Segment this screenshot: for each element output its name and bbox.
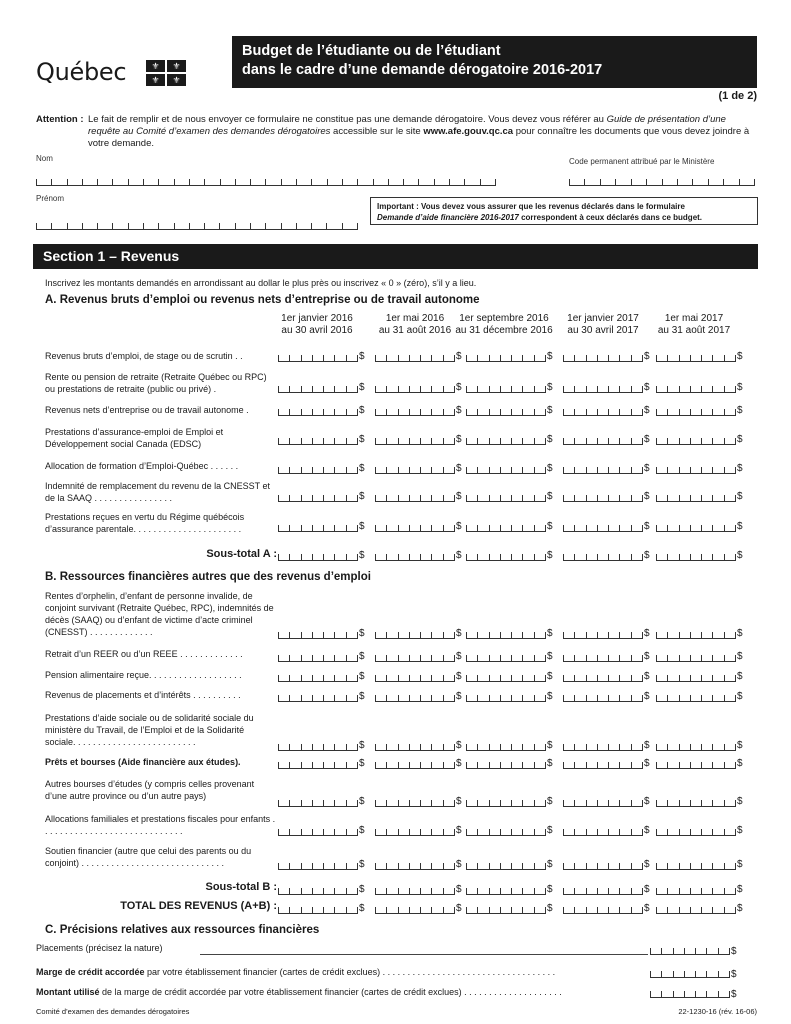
partA-amount-input[interactable] xyxy=(278,433,358,445)
partA-amount-input[interactable] xyxy=(466,433,546,445)
prenom-label: Prénom xyxy=(36,194,65,203)
partC-amount-input[interactable] xyxy=(650,943,730,955)
attention-text: Le fait de remplir et de nous envoyer ce formulaire ne constitue pas une demande dérogatoire. Vous devez vous référer au Guide de présentation d’une requête au Comité d’examen des demandes dérogatoires accessible sur le site www.afe.gouv.qc.ca pour connaître les documents que vous devez joindre à votre demande. xyxy=(88,114,750,149)
dollar-sign: $ xyxy=(359,825,365,836)
dollar-sign: $ xyxy=(547,651,553,662)
partB-amount-input[interactable] xyxy=(375,883,455,895)
partB-amount-input[interactable] xyxy=(278,739,358,751)
partB-amount-input[interactable] xyxy=(375,795,455,807)
partA-amount-input[interactable] xyxy=(466,549,546,561)
footer-right: 22-1230-16 (rév. 16-06) xyxy=(678,1007,757,1016)
partB-amount-input[interactable] xyxy=(278,627,358,639)
partB-amount-input[interactable] xyxy=(466,902,546,914)
dollar-sign: $ xyxy=(644,434,650,445)
partB-amount-input[interactable] xyxy=(656,650,736,662)
dollar-sign: $ xyxy=(644,825,650,836)
partB-row-label: Revenus de placements et d’intérêts . . . . . . . . . . xyxy=(45,690,241,700)
quebec-flag-icon: ⚜ ⚜ ⚜ ⚜ xyxy=(146,60,186,86)
partA-row-label: Prestations reçues en vertu du Régime québécois d’assurance parentale. . . . . . . . . . . . . . . . . . . . . . xyxy=(45,512,245,534)
important-note: Important : Vous devez vous assurer que les revenus déclarés dans le formulaire Demande d’aide financière 2016-2017 correspondent à ceux déclarés dans ce budget. xyxy=(370,197,758,225)
partA-amount-input[interactable] xyxy=(375,490,455,502)
dollar-sign: $ xyxy=(359,382,365,393)
dollar-sign: $ xyxy=(644,671,650,682)
partB-row-label: Prestations d’aide sociale ou de solidarité sociale du ministère du Travail, de l’Emploi et de la Solidarité sociale. . . . . . . . . . . . . . . . . . . . . . . . . xyxy=(45,713,254,747)
partA-amount-input[interactable] xyxy=(563,433,643,445)
column-header-1: 1er janvier 2016 au 30 avril 2016 xyxy=(281,313,353,336)
dollar-sign: $ xyxy=(644,903,650,914)
partA-amount-input[interactable] xyxy=(278,490,358,502)
partA-amount-input[interactable] xyxy=(375,350,455,362)
dollar-sign: $ xyxy=(359,903,365,914)
dollar-sign: $ xyxy=(644,382,650,393)
partA-row-label: Sous-total A : xyxy=(206,548,277,560)
partA-amount-input[interactable] xyxy=(466,490,546,502)
partA-amount-input[interactable] xyxy=(278,520,358,532)
partB-amount-input[interactable] xyxy=(563,858,643,870)
partB-amount-input[interactable] xyxy=(466,795,546,807)
partB-amount-input[interactable] xyxy=(656,739,736,751)
dollar-sign: $ xyxy=(456,550,462,561)
dollar-sign: $ xyxy=(644,628,650,639)
dollar-sign: $ xyxy=(359,758,365,769)
partA-amount-input[interactable] xyxy=(656,404,736,416)
partB-amount-input[interactable] xyxy=(563,902,643,914)
partC-amount-input[interactable] xyxy=(650,966,730,978)
dollar-sign: $ xyxy=(731,969,737,980)
website-link[interactable]: www.afe.gouv.qc.ca xyxy=(423,126,514,137)
page-indicator: (1 de 2) xyxy=(718,90,757,102)
partB-amount-input[interactable] xyxy=(563,883,643,895)
section1-header: Section 1 – Revenus xyxy=(33,244,758,269)
partB-amount-input[interactable] xyxy=(375,824,455,836)
dollar-sign: $ xyxy=(737,825,743,836)
partB-amount-input[interactable] xyxy=(656,795,736,807)
dollar-sign: $ xyxy=(737,903,743,914)
partA-row-label: Rente ou pension de retraite (Retraite Québec ou RPC) ou prestations de retraite (public ou privé) . xyxy=(45,372,267,394)
dollar-sign: $ xyxy=(456,691,462,702)
partB-amount-input[interactable] xyxy=(278,824,358,836)
dollar-sign: $ xyxy=(644,521,650,532)
dollar-sign: $ xyxy=(644,691,650,702)
partB-row-label: Soutien financier (autre que celui des parents ou du conjoint) . . . . . . . . . . . . . . . . . . . . . . . . . . . . . xyxy=(45,846,252,868)
partA-amount-input[interactable] xyxy=(563,381,643,393)
dollar-sign: $ xyxy=(737,884,743,895)
code-permanent-field[interactable] xyxy=(569,174,755,186)
partB-amount-input[interactable] xyxy=(466,739,546,751)
partB-amount-input[interactable] xyxy=(656,670,736,682)
partC-title: C. Précisions relatives aux ressources financières xyxy=(45,924,320,936)
partA-amount-input[interactable] xyxy=(656,549,736,561)
dollar-sign: $ xyxy=(456,628,462,639)
column-header-2: 1er mai 2016 au 31 août 2016 xyxy=(378,313,452,336)
dollar-sign: $ xyxy=(547,351,553,362)
partB-row-label: Rentes d’orphelin, d’enfant de personne invalide, de conjoint survivant (Retraite Québec, RPC), indemnités de décès (SAAQ) ou d’enfant de victime d’acte criminel (CNESST) . . . . . . . . . . . . . xyxy=(45,591,274,637)
dollar-sign: $ xyxy=(737,691,743,702)
partB-amount-input[interactable] xyxy=(466,824,546,836)
dollar-sign: $ xyxy=(456,491,462,502)
partA-amount-input[interactable] xyxy=(278,350,358,362)
partB-amount-input[interactable] xyxy=(375,739,455,751)
dollar-sign: $ xyxy=(547,521,553,532)
partA-amount-input[interactable] xyxy=(466,381,546,393)
partB-amount-input[interactable] xyxy=(563,795,643,807)
partB-amount-input[interactable] xyxy=(656,627,736,639)
dollar-sign: $ xyxy=(359,796,365,807)
partB-amount-input[interactable] xyxy=(466,757,546,769)
partB-amount-input[interactable] xyxy=(278,670,358,682)
partB-amount-input[interactable] xyxy=(563,690,643,702)
dollar-sign: $ xyxy=(547,758,553,769)
partB-amount-input[interactable] xyxy=(563,670,643,682)
partA-amount-input[interactable] xyxy=(278,381,358,393)
attention-label: Attention : xyxy=(36,114,84,125)
partB-row-label: Pension alimentaire reçue. . . . . . . . . . . . . . . . . . . xyxy=(45,670,242,680)
partA-amount-input[interactable] xyxy=(375,520,455,532)
partB-amount-input[interactable] xyxy=(375,858,455,870)
partB-row-label: Retrait d’un REER ou d’un REEE . . . . . . . . . . . . . xyxy=(45,649,243,659)
partB-row-label: Autres bourses d’études (y compris celles provenant d’une autre province ou d’un autre pays) xyxy=(45,779,255,801)
partA-amount-input[interactable] xyxy=(278,549,358,561)
placements-label: Placements (précisez la nature) xyxy=(36,943,163,953)
dollar-sign: $ xyxy=(359,491,365,502)
dollar-sign: $ xyxy=(359,651,365,662)
dollar-sign: $ xyxy=(644,550,650,561)
partB-amount-input[interactable] xyxy=(563,627,643,639)
partB-amount-input[interactable] xyxy=(278,795,358,807)
dollar-sign: $ xyxy=(359,740,365,751)
placements-nature-field[interactable] xyxy=(200,954,648,955)
partB-amount-input[interactable] xyxy=(656,858,736,870)
partB-amount-input[interactable] xyxy=(656,757,736,769)
dollar-sign: $ xyxy=(644,859,650,870)
partA-amount-input[interactable] xyxy=(466,520,546,532)
nom-field[interactable] xyxy=(36,174,496,186)
dollar-sign: $ xyxy=(737,796,743,807)
dollar-sign: $ xyxy=(547,671,553,682)
marge-label: Marge de crédit accordée par votre établissement financier (cartes de crédit exclues) . . . . . . . . . . . . . . . . . . . . . . . . . . . . . . . . . . . xyxy=(36,967,556,977)
partA-amount-input[interactable] xyxy=(656,381,736,393)
partA-amount-input[interactable] xyxy=(375,404,455,416)
dollar-sign: $ xyxy=(737,491,743,502)
dollar-sign: $ xyxy=(737,550,743,561)
partB-amount-input[interactable] xyxy=(563,824,643,836)
partB-amount-input[interactable] xyxy=(278,858,358,870)
partA-amount-input[interactable] xyxy=(278,404,358,416)
nom-label: Nom xyxy=(36,154,53,163)
partB-row-label: TOTAL DES REVENUS (A+B) : xyxy=(120,900,277,912)
dollar-sign: $ xyxy=(547,550,553,561)
partA-amount-input[interactable] xyxy=(656,520,736,532)
partA-amount-input[interactable] xyxy=(563,549,643,561)
dollar-sign: $ xyxy=(456,825,462,836)
code-label: Code permanent attribué par le Ministère xyxy=(569,157,715,166)
partB-amount-input[interactable] xyxy=(466,627,546,639)
dollar-sign: $ xyxy=(737,651,743,662)
dollar-sign: $ xyxy=(359,463,365,474)
partA-amount-input[interactable] xyxy=(563,462,643,474)
partB-amount-input[interactable] xyxy=(375,650,455,662)
partA-amount-input[interactable] xyxy=(563,404,643,416)
dollar-sign: $ xyxy=(737,434,743,445)
dollar-sign: $ xyxy=(547,463,553,474)
partA-row-label: Revenus nets d’entreprise ou de travail autonome . xyxy=(45,405,249,415)
dollar-sign: $ xyxy=(359,434,365,445)
dollar-sign: $ xyxy=(547,405,553,416)
dollar-sign: $ xyxy=(456,796,462,807)
dollar-sign: $ xyxy=(737,758,743,769)
dollar-sign: $ xyxy=(737,521,743,532)
dollar-sign: $ xyxy=(359,351,365,362)
partB-amount-input[interactable] xyxy=(466,858,546,870)
partA-amount-input[interactable] xyxy=(466,350,546,362)
dollar-sign: $ xyxy=(547,491,553,502)
partA-amount-input[interactable] xyxy=(656,490,736,502)
partA-amount-input[interactable] xyxy=(466,462,546,474)
partA-amount-input[interactable] xyxy=(375,549,455,561)
partA-amount-input[interactable] xyxy=(375,462,455,474)
dollar-sign: $ xyxy=(456,671,462,682)
form-title: Budget de l’étudiante ou de l’étudiant dans le cadre d’une demande dérogatoire 2016-2017 xyxy=(232,36,757,88)
partB-amount-input[interactable] xyxy=(466,670,546,682)
dollar-sign: $ xyxy=(359,671,365,682)
dollar-sign: $ xyxy=(737,382,743,393)
partB-amount-input[interactable] xyxy=(466,690,546,702)
partB-amount-input[interactable] xyxy=(278,757,358,769)
partA-amount-input[interactable] xyxy=(466,404,546,416)
partB-row-label: Sous-total B : xyxy=(205,881,277,893)
dollar-sign: $ xyxy=(547,740,553,751)
partB-amount-input[interactable] xyxy=(466,650,546,662)
partB-amount-input[interactable] xyxy=(656,902,736,914)
partC-amount-input[interactable] xyxy=(650,986,730,998)
partB-title: B. Ressources financières autres que des revenus d’emploi xyxy=(45,571,371,583)
partA-amount-input[interactable] xyxy=(563,520,643,532)
partA-title: A. Revenus bruts d’emploi ou revenus nets d’entreprise ou de travail autonome xyxy=(45,294,480,306)
dollar-sign: $ xyxy=(359,691,365,702)
dollar-sign: $ xyxy=(359,521,365,532)
partB-amount-input[interactable] xyxy=(656,883,736,895)
column-header-5: 1er mai 2017 au 31 août 2017 xyxy=(657,313,731,336)
dollar-sign: $ xyxy=(456,884,462,895)
partB-amount-input[interactable] xyxy=(278,690,358,702)
dollar-sign: $ xyxy=(737,463,743,474)
dollar-sign: $ xyxy=(644,351,650,362)
quebec-logo: Québec xyxy=(36,58,127,86)
dollar-sign: $ xyxy=(547,691,553,702)
partB-amount-input[interactable] xyxy=(375,627,455,639)
dollar-sign: $ xyxy=(456,758,462,769)
dollar-sign: $ xyxy=(547,628,553,639)
column-header-3: 1er septembre 2016 au 31 décembre 2016 xyxy=(455,313,553,336)
dollar-sign: $ xyxy=(547,884,553,895)
partB-amount-input[interactable] xyxy=(278,650,358,662)
dollar-sign: $ xyxy=(359,405,365,416)
partA-amount-input[interactable] xyxy=(563,490,643,502)
partB-amount-input[interactable] xyxy=(375,902,455,914)
dollar-sign: $ xyxy=(456,382,462,393)
partA-amount-input[interactable] xyxy=(375,381,455,393)
partA-amount-input[interactable] xyxy=(375,433,455,445)
dollar-sign: $ xyxy=(359,628,365,639)
dollar-sign: $ xyxy=(737,351,743,362)
dollar-sign: $ xyxy=(737,628,743,639)
column-header-4: 1er janvier 2017 au 30 avril 2017 xyxy=(567,313,639,336)
dollar-sign: $ xyxy=(737,671,743,682)
prenom-field[interactable] xyxy=(36,218,358,230)
dollar-sign: $ xyxy=(731,946,737,957)
dollar-sign: $ xyxy=(644,405,650,416)
dollar-sign: $ xyxy=(644,491,650,502)
partB-amount-input[interactable] xyxy=(656,824,736,836)
dollar-sign: $ xyxy=(359,859,365,870)
dollar-sign: $ xyxy=(737,740,743,751)
partA-row-label: Allocation de formation d’Emploi-Québec . . . . . . xyxy=(45,461,239,471)
partB-amount-input[interactable] xyxy=(563,650,643,662)
dollar-sign: $ xyxy=(456,434,462,445)
dollar-sign: $ xyxy=(547,796,553,807)
dollar-sign: $ xyxy=(456,351,462,362)
dollar-sign: $ xyxy=(547,903,553,914)
dollar-sign: $ xyxy=(456,903,462,914)
dollar-sign: $ xyxy=(359,550,365,561)
dollar-sign: $ xyxy=(737,405,743,416)
partB-amount-input[interactable] xyxy=(375,690,455,702)
partA-amount-input[interactable] xyxy=(656,350,736,362)
dollar-sign: $ xyxy=(644,651,650,662)
dollar-sign: $ xyxy=(456,651,462,662)
partA-row-label: Revenus bruts d’emploi, de stage ou de scrutin . . xyxy=(45,351,243,361)
partB-amount-input[interactable] xyxy=(656,690,736,702)
dollar-sign: $ xyxy=(644,884,650,895)
dollar-sign: $ xyxy=(644,463,650,474)
partB-amount-input[interactable] xyxy=(278,902,358,914)
dollar-sign: $ xyxy=(731,989,737,1000)
partA-amount-input[interactable] xyxy=(563,350,643,362)
dollar-sign: $ xyxy=(547,434,553,445)
partA-row-label: Indemnité de remplacement du revenu de la CNESST et de la SAAQ . . . . . . . . . . . . . . . . xyxy=(45,481,270,503)
partB-amount-input[interactable] xyxy=(563,757,643,769)
partA-amount-input[interactable] xyxy=(656,462,736,474)
dollar-sign: $ xyxy=(456,521,462,532)
dollar-sign: $ xyxy=(359,884,365,895)
dollar-sign: $ xyxy=(644,796,650,807)
dollar-sign: $ xyxy=(644,740,650,751)
dollar-sign: $ xyxy=(456,405,462,416)
partB-amount-input[interactable] xyxy=(563,739,643,751)
dollar-sign: $ xyxy=(547,859,553,870)
dollar-sign: $ xyxy=(456,740,462,751)
partB-row-label: Allocations familiales et prestations fiscales pour enfants . . . . . . . . . . . . . . . . . . . . . . . . . . . . . xyxy=(45,814,276,836)
dollar-sign: $ xyxy=(456,859,462,870)
partB-amount-input[interactable] xyxy=(278,883,358,895)
dollar-sign: $ xyxy=(737,859,743,870)
section1-instruction: Inscrivez les montants demandés en arrondissant au dollar le plus près ou inscrivez « 0 » (zéro), s’il y a lieu. xyxy=(45,278,477,288)
dollar-sign: $ xyxy=(547,825,553,836)
montant-label: Montant utilisé de la marge de crédit accordée par votre établissement financier (cartes de crédit exclues) . . . . . . . . . . . . . . . . . . . . xyxy=(36,987,562,997)
dollar-sign: $ xyxy=(547,382,553,393)
partA-row-label: Prestations d’assurance-emploi de Emploi et Développement social Canada (EDSC) xyxy=(45,427,224,449)
partA-amount-input[interactable] xyxy=(278,462,358,474)
partB-row-label: Prêts et bourses (Aide financière aux études). xyxy=(45,757,241,767)
dollar-sign: $ xyxy=(644,758,650,769)
partB-amount-input[interactable] xyxy=(375,670,455,682)
partB-amount-input[interactable] xyxy=(466,883,546,895)
dollar-sign: $ xyxy=(456,463,462,474)
footer-left: Comité d’examen des demandes dérogatoires xyxy=(36,1007,190,1016)
partA-amount-input[interactable] xyxy=(656,433,736,445)
partB-amount-input[interactable] xyxy=(375,757,455,769)
